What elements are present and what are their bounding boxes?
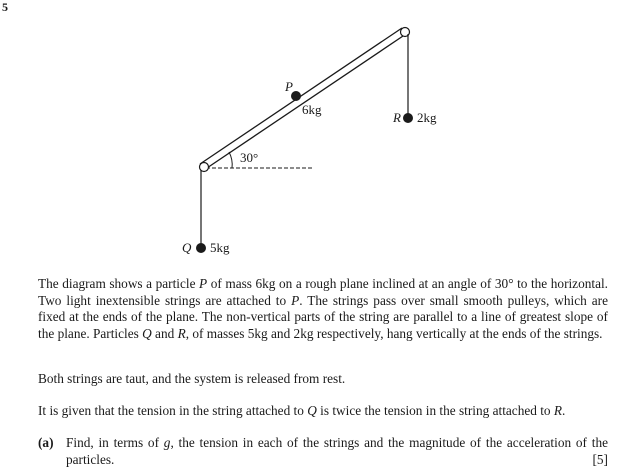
label-r: R (393, 110, 401, 125)
mass-p: 6kg (302, 102, 322, 117)
part-a-text: Find, in terms of g, the tension in each of the strings and the magnitude of the acceleration of the particles. (66, 435, 608, 467)
question-number: 5 (2, 0, 8, 14)
particle-r (403, 113, 413, 123)
intro-text: The diagram shows a particle P of mass 6kg on a rough plane inclined at an angle of 30° to the horizontal. Two light inextensible strings are attached to P. The strings pass over small smooth pulleys, which are fixed at the ends of the plane. The non-vertical parts of the string are parallel to a line of greatest slope of the plane. Particles Q and R, of masses 5kg and 2kg respectively, hang vertically at the ends of the strings. (38, 276, 608, 341)
mass-r: 2kg (417, 110, 437, 125)
intro-paragraph (38, 276, 608, 342)
particle-q (196, 243, 206, 253)
release-paragraph (38, 371, 608, 388)
part-a-body (66, 435, 608, 468)
angle-label: 30° (240, 150, 259, 165)
label-q: Q (182, 240, 192, 255)
tension-given-text: It is given that the tension in the string attached to Q is twice the tension in the string attached to R. (38, 403, 566, 418)
mass-q: 5kg (210, 240, 230, 255)
part-a-marks: [5] (592, 451, 608, 467)
part-a-label: (a) (38, 435, 54, 450)
label-p: P (285, 79, 293, 94)
tension-given-paragraph (38, 403, 608, 420)
release-text: Both strings are taut, and the system is released from rest. (38, 371, 346, 386)
angle-arc (229, 152, 232, 168)
